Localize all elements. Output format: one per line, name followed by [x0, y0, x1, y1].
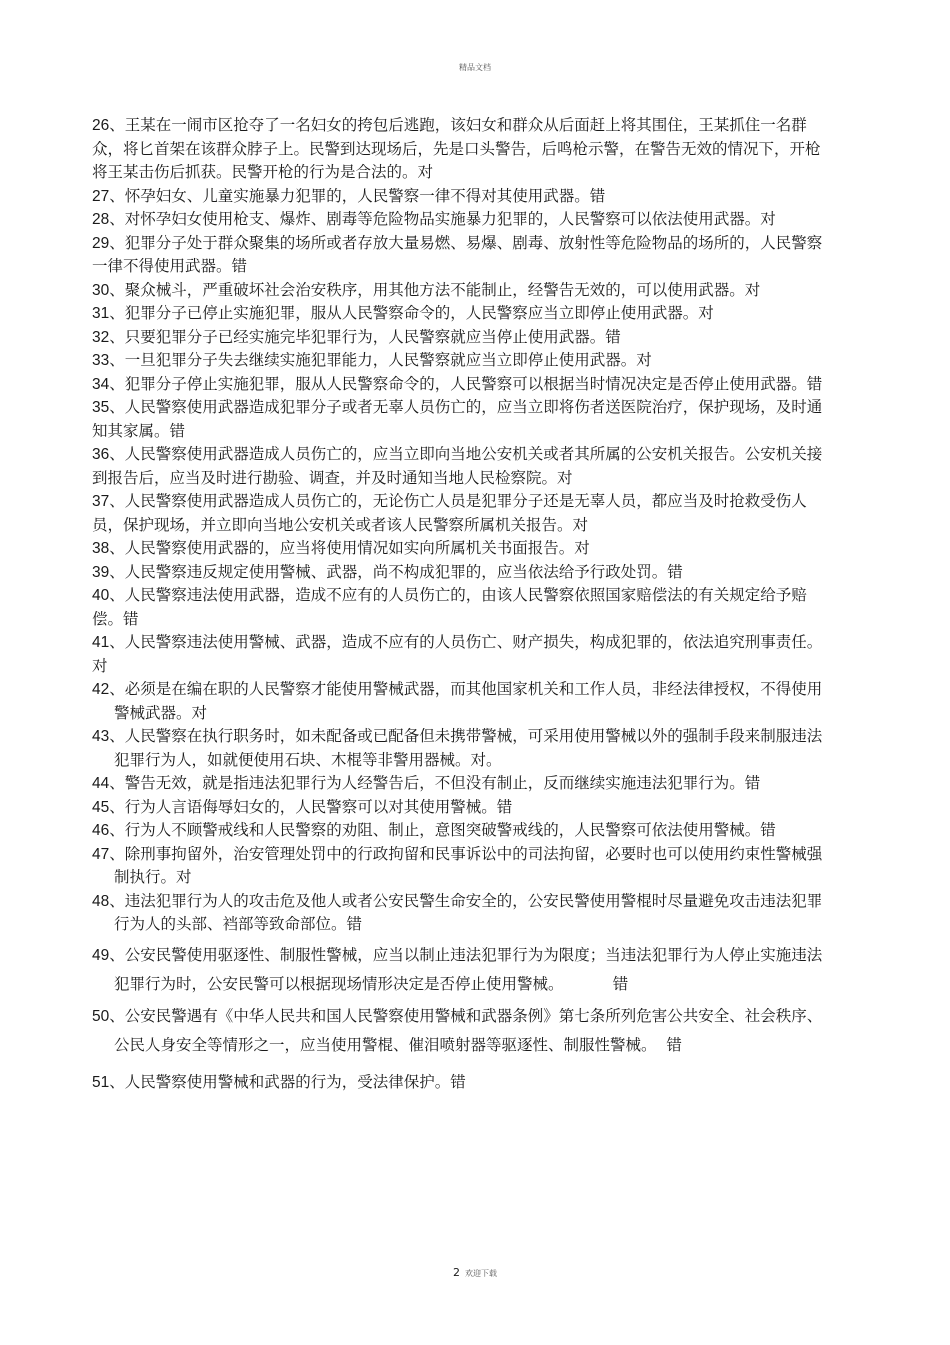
item-number: 46	[92, 822, 110, 839]
item-text: 、人民警察违法使用武器，造成不应有的人员伤亡的，由该人民警察依照国家赔偿法的有关规定给予赔偿。错	[92, 586, 807, 628]
list-item	[92, 208, 832, 232]
item-text: 、违法犯罪行为人的攻击危及他人或者公安民警生命安全的，公安民警使用警棍时尽量避免攻击违法犯罪行为人的头部、裆部等致命部位。错	[109, 891, 823, 933]
list-item	[92, 678, 832, 725]
item-text: 、人民警察在执行职务时，如未配备或已配备但未携带警械，可采用使用警械以外的强制手段来制服违法犯罪行为人，如就便使用石块、木棍等非警用器械。对。	[109, 727, 823, 769]
item-number: 27	[92, 187, 110, 205]
item-text: 、除刑事拘留外，治安管理处罚中的行政拘留和民事诉讼中的司法拘留，必要时也可以使用约束性警械强制执行。对	[109, 844, 823, 886]
list-item	[92, 185, 832, 209]
list-item	[92, 490, 832, 537]
item-text: 、人民警察违反规定使用警械、武器，尚不构成犯罪的，应当依法给予行政处罚。错	[109, 562, 683, 581]
item-number: 32	[92, 328, 110, 346]
item-number: 31	[92, 305, 110, 322]
item-text: 、必须是在编在职的人民警察才能使用警械武器，而其他国家机关和工作人员，非经法律授权，不得使用警械武器。对	[109, 680, 823, 722]
item-text: 、公安民警使用驱逐性、制服性警械，应当以制止违法犯罪行为为限度；当违法犯罪行为人停止实施违法犯罪行为时，公安民警可以根据现场情形决定是否停止使用警械。 错	[109, 945, 823, 993]
footer-label: 欢迎下载	[465, 1269, 498, 1278]
item-text: 、人民警察使用武器造成人员伤亡的，应当立即向当地公安机关或者其所属的公安机关报告。公安机关接到报告后，应当及时进行勘验、调查，并及时通知当地人民检察院。对	[92, 445, 823, 487]
item-number: 35	[92, 399, 110, 416]
item-text: 、王某在一闹市区抢夺了一名妇女的挎包后逃跑，该妇女和群众从后面赶上将其围住，王某抓住一名群众，将匕首架在该群众脖子上。民警到达现场后，先是口头警告，后鸣枪示警，在警告无效的情况下，开枪将王某击伤后抓获。民警开枪的行为是合法的。对	[92, 116, 821, 181]
list-item	[92, 396, 832, 443]
list-item	[92, 772, 832, 796]
list-item	[92, 537, 832, 561]
item-text: 、人民警察使用武器造成犯罪分子或者无辜人员伤亡的，应当立即将伤者送医院治疗，保护现场，及时通知其家属。错	[92, 398, 823, 440]
list-item	[92, 349, 832, 373]
item-number: 34	[92, 375, 110, 393]
list-item	[92, 584, 832, 631]
list-item	[92, 232, 832, 279]
list-item	[92, 114, 832, 185]
question-list	[92, 114, 832, 1094]
item-number: 45	[92, 798, 110, 816]
item-text: 、公安民警遇有《中华人民共和国人民警察使用警械和武器条例》第七条所列危害公共安全、社会秩序、公民人身安全等情形之一，应当使用警棍、催泪喷射器等驱逐性、制服性警械。 错	[109, 1006, 823, 1054]
list-item	[92, 326, 832, 350]
item-number: 28	[92, 211, 110, 228]
item-number: 43	[92, 728, 110, 745]
item-text: 、聚众械斗，严重破坏社会治安秩序，用其他方法不能制止，经警告无效的，可以使用武器。对	[109, 280, 761, 299]
item-number: 36	[92, 446, 110, 463]
item-text: 、犯罪分子已停止实施犯罪，服从人民警察命令的，人民警察应当立即停止使用武器。对	[109, 304, 714, 322]
item-number: 50	[92, 1007, 110, 1025]
item-text: 、对怀孕妇女使用枪支、爆炸、剧毒等危险物品实施暴力犯罪的，人民警察可以依法使用武器。对	[109, 210, 776, 228]
item-number: 40	[92, 587, 110, 604]
list-item	[92, 796, 832, 820]
item-text: 、人民警察使用武器的，应当将使用情况如实向所属机关书面报告。对	[109, 539, 590, 557]
list-item	[92, 373, 832, 397]
page-number: 2	[452, 1266, 460, 1279]
list-item	[92, 890, 832, 937]
item-number: 47	[92, 845, 110, 863]
list-item	[92, 631, 832, 678]
page-footer	[0, 1261, 950, 1280]
item-number: 39	[92, 563, 110, 581]
list-item	[92, 725, 832, 772]
item-text: 、一旦犯罪分子失去继续实施犯罪能力，人民警察就应当立即停止使用武器。对	[109, 351, 652, 369]
item-number: 51	[92, 1073, 110, 1091]
list-item	[92, 1071, 832, 1095]
item-number: 38	[92, 540, 110, 557]
list-item	[92, 561, 832, 585]
list-item	[92, 443, 832, 490]
list-item	[92, 941, 832, 998]
item-text: 、只要犯罪分子已经实施完毕犯罪行为，人民警察就应当停止使用武器。错	[109, 327, 621, 346]
item-text: 、人民警察使用警械和武器的行为，受法律保护。错	[109, 1072, 466, 1091]
list-item	[92, 1002, 832, 1059]
item-text: 、人民警察使用武器造成人员伤亡的，无论伤亡人员是犯罪分子还是无辜人员，都应当及时抢救受伤人员，保护现场，并立即向当地公安机关或者该人民警察所属机关报告。对	[92, 492, 807, 534]
item-number: 49	[92, 946, 110, 964]
item-number: 30	[92, 281, 110, 299]
item-text: 、犯罪分子处于群众聚集的场所或者存放大量易燃、易爆、剧毒、放射性等危险物品的场所的，人民警察一律不得使用武器。错	[92, 233, 823, 275]
page-header: 精品文档	[459, 63, 491, 72]
list-item	[92, 279, 832, 303]
item-number: 29	[92, 234, 110, 252]
item-text: 、行为人言语侮辱妇女的，人民警察可以对其使用警械。错	[109, 797, 513, 816]
item-text: 、怀孕妇女、儿童实施暴力犯罪的，人民警察一律不得对其使用武器。错	[109, 186, 606, 205]
item-text: 、行为人不顾警戒线和人民警察的劝阻、制止，意图突破警戒线的，人民警察可依法使用警械。错	[109, 821, 776, 839]
list-item	[92, 819, 832, 843]
item-number: 48	[92, 892, 110, 910]
list-item	[92, 302, 832, 326]
item-number: 37	[92, 493, 110, 510]
item-number: 41	[92, 634, 110, 651]
item-text: 、人民警察违法使用警械、武器，造成不应有的人员伤亡、财产损失，构成犯罪的，依法追究刑事责任。对	[92, 633, 823, 675]
item-number: 26	[92, 117, 110, 134]
item-number: 44	[92, 775, 110, 792]
item-number: 33	[92, 352, 110, 369]
list-item	[92, 843, 832, 890]
item-text: 、犯罪分子停止实施犯罪，服从人民警察命令的，人民警察可以根据当时情况决定是否停止使用武器。错	[109, 374, 823, 393]
item-text: 、警告无效，就是指违法犯罪行为人经警告后，不但没有制止，反而继续实施违法犯罪行为。错	[109, 774, 761, 792]
item-number: 42	[92, 681, 110, 698]
